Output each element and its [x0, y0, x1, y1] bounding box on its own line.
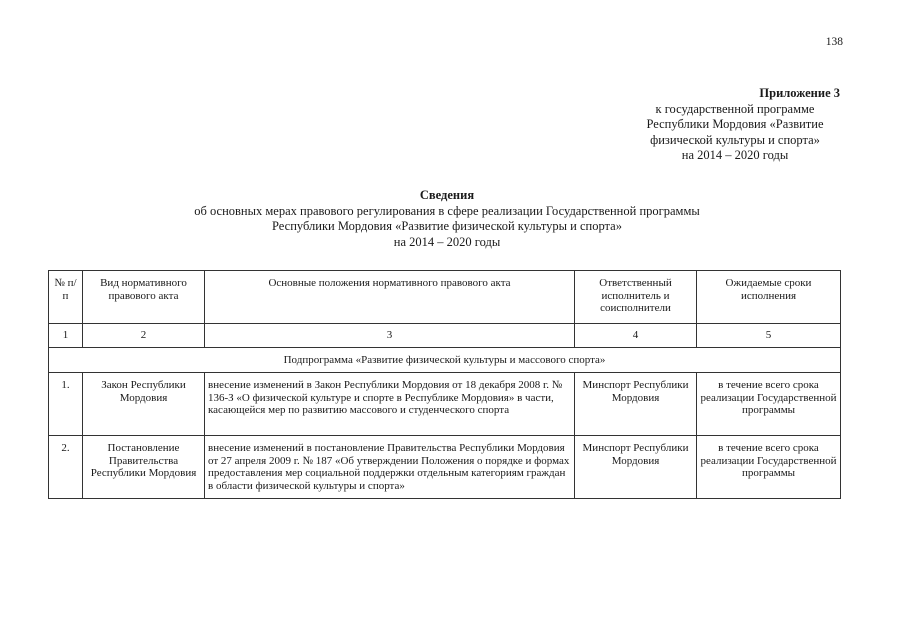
row-num: 1. — [49, 373, 83, 436]
appendix-block — [600, 86, 870, 164]
heading-line: на 2014 – 2020 годы — [393, 234, 501, 249]
row-act-type: Закон Республики Мордовия — [83, 373, 205, 436]
document-heading — [92, 188, 802, 250]
row-executor: Минспорт Республики Мордовия — [575, 436, 697, 499]
header-deadline: Ожидаемые сроки исполнения — [697, 271, 841, 324]
table-row — [49, 436, 841, 499]
subprogram-row — [49, 347, 841, 373]
header-num: № п/п — [49, 271, 83, 324]
appendix-line: физической культуры и спорта» — [650, 132, 820, 147]
column-number: 5 — [697, 324, 841, 348]
row-executor: Минспорт Республики Мордовия — [575, 373, 697, 436]
row-provisions: внесение изменений в Закон Республики Мордовия от 18 декабря 2008 г. № 136-З «О физической культуре и спорте в Республике Мордовия» в части, касающейся мер по развитию массового и студенческого спорта — [205, 373, 575, 436]
column-number: 1 — [49, 324, 83, 348]
measures-table — [48, 270, 841, 499]
row-provisions: внесение изменений в постановление Правительства Республики Мордовия от 27 апреля 2009 г. № 187 «Об утверждении Положения о порядке и формах предоставления мер социальной поддержки отдельным категориям граждан в области физической культуры и спорта» — [205, 436, 575, 499]
header-act-type: Вид нормативного правового акта — [83, 271, 205, 324]
header-provisions: Основные положения нормативного правового акта — [205, 271, 575, 324]
row-num: 2. — [49, 436, 83, 499]
appendix-title: Приложение 3 — [759, 86, 840, 100]
row-deadline: в течение всего срока реализации Государственной программы — [697, 436, 841, 499]
page-number: 138 — [825, 36, 843, 48]
table-header-row — [49, 271, 841, 324]
header-executor: Ответственный исполнитель и соисполнители — [575, 271, 697, 324]
table-row — [49, 373, 841, 436]
row-deadline: в течение всего срока реализации Государственной программы — [697, 373, 841, 436]
row-act-type: Постановление Правительства Республики Мордовия — [83, 436, 205, 499]
heading-title: Сведения — [419, 188, 475, 202]
appendix-line: на 2014 – 2020 годы — [681, 148, 789, 162]
column-number: 2 — [83, 324, 205, 348]
heading-line: об основных мерах правового регулирования в сфере реализации Государственной программы — [194, 203, 700, 218]
appendix-line: Республики Мордовия «Развитие — [646, 117, 824, 131]
subprogram-title: Подпрограмма «Развитие физической культуры и массового спорта» — [49, 347, 841, 373]
column-number: 4 — [575, 324, 697, 348]
column-number: 3 — [205, 324, 575, 348]
column-number-row — [49, 324, 841, 348]
heading-line: Республики Мордовия «Развитие физической культуры и спорта» — [272, 219, 622, 233]
appendix-line: к государственной программе — [655, 101, 815, 116]
